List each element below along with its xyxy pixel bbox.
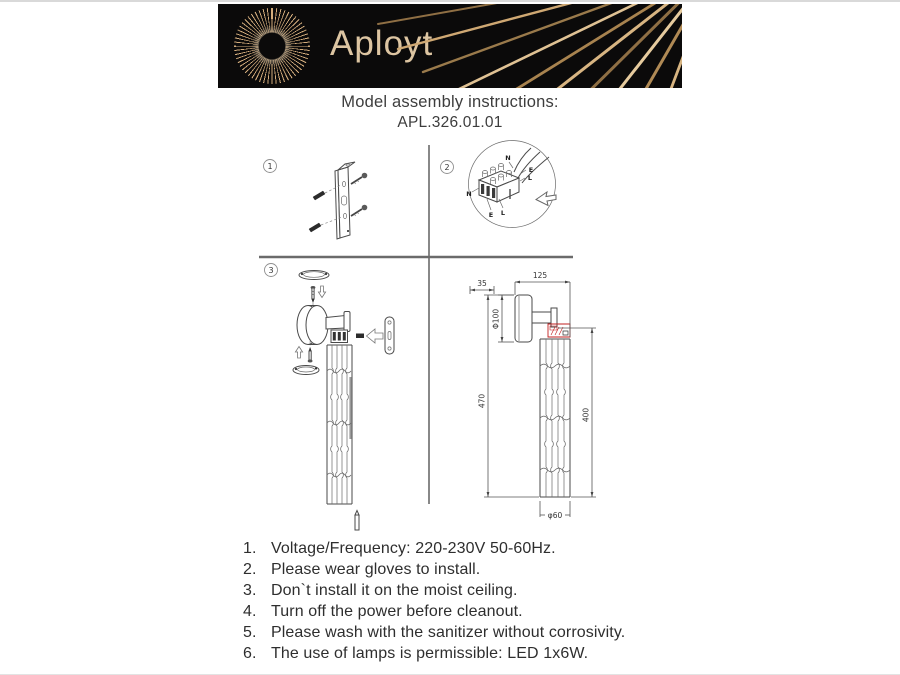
dim-shade-diameter [540, 501, 570, 520]
svg-text:125: 125 [532, 271, 548, 280]
svg-text:Φ100: Φ100 [491, 308, 501, 330]
assembly-diagram [218, 139, 682, 539]
step3-exploded-assembly-drawing [265, 264, 395, 531]
instruction-number: 1. [243, 540, 257, 557]
plate-side-view [515, 295, 532, 342]
bottom-ring [293, 366, 319, 375]
instruction-number: 5. [243, 624, 257, 641]
terminal-label-l: L [500, 209, 506, 217]
wire-label-n: N [505, 154, 511, 162]
plug [356, 334, 364, 339]
svg-text:φ60: φ60 [547, 511, 563, 520]
instruction-number: 3. [243, 582, 257, 599]
instruction-text: The use of lamps is permissible: LED 1x6W. [271, 645, 589, 662]
instruction-item [243, 601, 693, 622]
brand-wordmark: Aployt [330, 24, 434, 63]
arm-side-view [532, 312, 551, 323]
instruction-item [243, 622, 693, 643]
dim-offset [470, 279, 494, 294]
screw-icon [351, 205, 367, 216]
title-block [0, 93, 900, 132]
dim-plate-diameter [492, 295, 515, 342]
wire-label-e: E [528, 166, 534, 174]
down-arrow-icon [318, 286, 325, 298]
svg-text:35: 35 [477, 279, 487, 288]
trim-ring [299, 271, 329, 280]
instruction-text: Please wash with the sanitizer without corrosivity. [271, 624, 626, 641]
highlighted-connector [548, 324, 570, 337]
instruction-text: Turn off the power before cleanout. [271, 603, 523, 620]
wall-plate [297, 306, 328, 345]
glass-shade [327, 345, 352, 504]
instruction-item [243, 538, 693, 559]
terminal-label-e: E [488, 211, 494, 219]
step1-mounting-bracket-drawing [264, 160, 368, 240]
page-title: Model assembly instructions: [341, 93, 559, 111]
step2-wiring-drawing [441, 141, 557, 228]
gold-rays-decoration-icon [218, 4, 682, 88]
glass-shade-side-view [540, 339, 570, 497]
step2-number: 2 [444, 163, 450, 172]
instruction-item [243, 559, 693, 580]
instruction-number: 2. [243, 561, 257, 578]
left-arrow-icon [367, 329, 384, 343]
terminal-label-n: N [466, 190, 472, 198]
step1-number: 1 [267, 162, 273, 171]
instruction-list [243, 538, 693, 664]
direction-arrow-icon [536, 192, 556, 206]
dimension-drawing [470, 271, 596, 520]
mounting-strap [385, 317, 394, 354]
brand-banner [218, 4, 682, 88]
instruction-text: Please wear gloves to install. [271, 561, 481, 578]
connector-block [331, 330, 348, 343]
instruction-number: 4. [243, 603, 257, 620]
screw-icon [351, 173, 367, 184]
instruction-item [243, 580, 693, 601]
svg-text:400: 400 [581, 407, 591, 423]
wire-label-l: L [527, 174, 533, 182]
instruction-text: Don`t install it on the moist ceiling. [271, 582, 518, 599]
instruction-number: 6. [243, 645, 257, 662]
model-code: APL.326.01.01 [397, 114, 503, 131]
bottom-pin [355, 511, 359, 531]
step3-number: 3 [268, 266, 274, 275]
svg-text:470: 470 [477, 393, 487, 409]
instruction-item [243, 643, 693, 664]
up-arrow-icon [295, 347, 302, 359]
lamp-arm [326, 312, 350, 332]
instruction-text: Voltage/Frequency: 220-230V 50-60Hz. [271, 540, 556, 557]
